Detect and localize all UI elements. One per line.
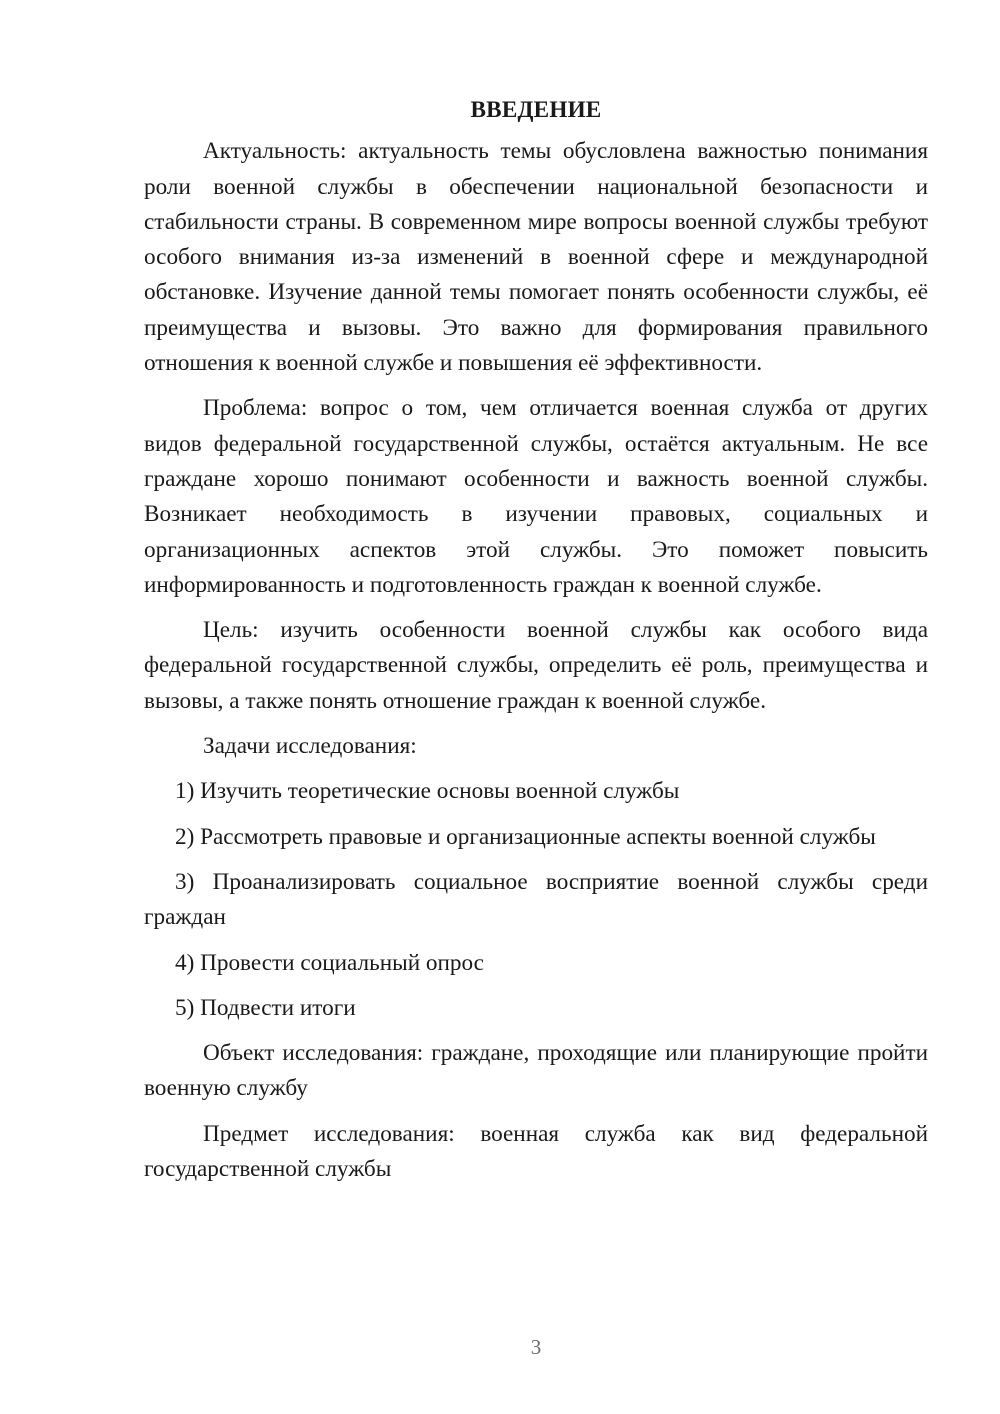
page-content	[144, 93, 928, 1197]
object-paragraph: Объект исследования: граждане, проходящие или планирующие пройти военную службу	[144, 1040, 928, 1102]
task-item: 1) Изучить теоретические основы военной службы	[175, 778, 680, 805]
task-item: 2) Рассмотреть правовые и организационные аспекты военной службы	[175, 823, 876, 850]
section-title: ВВЕДЕНИЕ	[470, 97, 602, 123]
task-item: 5) Подвести итоги	[175, 994, 356, 1021]
task-item: 3) Проанализировать социальное восприятие военной службы среди граждан	[144, 868, 928, 931]
task-item: 4) Провести социальный опрос	[175, 949, 484, 976]
goal-paragraph: Цель: изучить особенности военной службы как особого вида федеральной государственной службы, определить её роль, преимущества и вызовы, а также понять отношение граждан к военной службе.	[144, 617, 928, 714]
problem-paragraph: Проблема: вопрос о том, чем отличается военная служба от других видов федеральной государственной службы, остаётся актуальным. Не все граждане хорошо понимают особенности и важность военной службы. Возникает необходимость в изучении правовых, социальных и организационных аспектов этой службы. Это поможет повысить информированность и подготовленность граждан к военной службе.	[144, 395, 928, 598]
page-number: 3	[530, 1335, 542, 1359]
relevance-paragraph: Актуальность: актуальность темы обусловлена важностью понимания роли военной службы в обеспечении национальной безопасности и стабильности страны. В современном мире вопросы военной службы требуют особого внимания из-за изменений в военной сфере и международной обстановке. Изучение данной темы помогает понять особенности службы, её преимущества и вызовы. Это важно для формирования правильного отношения к военной службе и повышения её эффективности.	[144, 138, 928, 377]
tasks-list	[144, 774, 928, 1026]
subject-paragraph: Предмет исследования: военная служба как вид федеральной государственной службы	[144, 1120, 928, 1183]
tasks-heading: Задачи исследования:	[203, 733, 417, 760]
